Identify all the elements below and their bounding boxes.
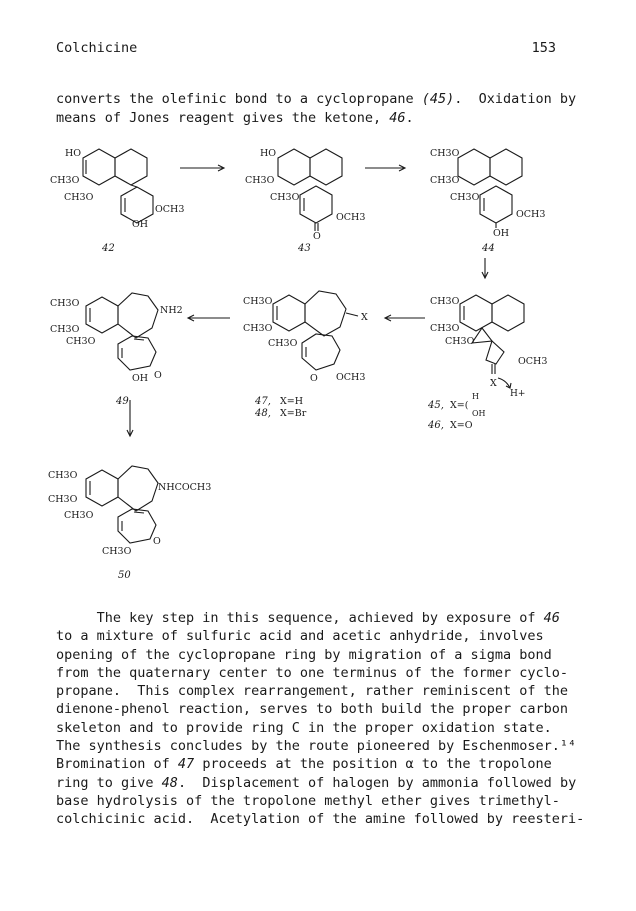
caption-47: 47, <box>255 396 271 407</box>
label-ch3o: CH3O <box>430 296 460 307</box>
label-och3: OCH3 <box>516 209 546 220</box>
label-o: O <box>310 373 318 384</box>
para-line: The synthesis concludes by the route pioneered by Eschenmoser.¹⁴ <box>56 738 577 755</box>
para-line: colchicinic acid. Acetylation of the amine followed by reesteri- <box>56 811 585 828</box>
para-line: from the quaternary center to one terminus of the former cyclo- <box>56 664 569 681</box>
structure-50 <box>86 466 158 543</box>
label-ch3o: CH3O <box>270 192 300 203</box>
label-ch3o: CH3O <box>48 494 78 505</box>
label-ch3o: CH3O <box>64 192 94 203</box>
para-line: proceeds at the position α to the tropolone <box>194 756 552 773</box>
caption-45: 45, <box>428 400 444 411</box>
label-ch3o: CH3O <box>268 338 298 349</box>
substituent-47: X=H <box>280 396 304 407</box>
structure-44 <box>458 149 522 228</box>
structure-47-48 <box>273 291 358 370</box>
compound-ref-45: (45) <box>421 91 455 107</box>
label-ch3o: CH3O <box>50 175 80 186</box>
reaction-scheme <box>40 138 580 588</box>
label-nh2: NH2 <box>160 305 183 316</box>
substituent-45-oh: OH <box>472 409 486 418</box>
label-ch3o: CH3O <box>430 148 460 159</box>
compound-ref-46: 46 <box>389 109 406 126</box>
page-number: 153 <box>531 40 556 56</box>
label-x: X <box>490 378 497 389</box>
label-ho: HO <box>65 148 82 159</box>
para-line: . Displacement of halogen by ammonia followed by <box>177 774 577 791</box>
label-ch3o: CH3O <box>245 175 275 186</box>
running-head <box>56 40 556 60</box>
label-o: O <box>154 370 162 381</box>
label-o: O <box>313 231 321 242</box>
para-line: The key step in this sequence, achieved by exposure of <box>56 610 544 626</box>
label-nhcoch3: NHCOCH3 <box>158 482 212 493</box>
substituent-45: X=( <box>450 400 469 411</box>
label-och3: OCH3 <box>518 356 548 367</box>
structure-43 <box>278 149 342 231</box>
para-line: opening of the cyclopropane ring by migration of a sigma bond <box>56 646 552 663</box>
structure-45-46 <box>460 295 524 374</box>
aromatic-ring <box>83 149 115 185</box>
label-o: O <box>153 536 161 547</box>
caption-42: 42 <box>102 243 115 254</box>
main-paragraph <box>56 609 596 829</box>
para-line: propane. This complex rearrangement, rather reminiscent of the <box>56 683 569 700</box>
label-ch3o: CH3O <box>243 296 273 307</box>
label-ch3o: CH3O <box>430 323 460 334</box>
caption-48: 48, <box>255 408 271 419</box>
label-och3: OCH3 <box>336 212 366 223</box>
substituent-48: X=Br <box>280 408 307 419</box>
intro-paragraph <box>56 90 576 127</box>
para-line: to a mixture of sulfuric acid and acetic anhydride, involves <box>56 628 544 645</box>
para-line: skeleton and to provide ring C in the proper oxidation state. <box>56 719 552 736</box>
label-ch3o: CH3O <box>450 192 480 203</box>
structure-42 <box>83 149 153 223</box>
para-line: ring to give <box>56 774 162 791</box>
substituent-46: X=O <box>450 420 473 431</box>
label-oh: OH <box>132 219 149 230</box>
label-ch3o: CH3O <box>64 510 94 521</box>
label-och3: OCH3 <box>336 372 366 383</box>
label-ch3o: CH3O <box>66 336 96 347</box>
label-oh: OH <box>132 373 149 384</box>
label-oh: OH <box>493 228 510 239</box>
label-ch3o: CH3O <box>102 546 132 557</box>
substituent-45-h: H <box>472 392 479 401</box>
label-h-plus: H+ <box>510 389 526 399</box>
para-line: base hydrolysis of the tropolone methyl ether gives trimethyl- <box>56 792 560 809</box>
label-ch3o: CH3O <box>50 324 80 335</box>
label-ch3o: CH3O <box>50 298 80 309</box>
label-och3: OCH3 <box>155 204 185 215</box>
label-ch3o: CH3O <box>243 323 273 334</box>
intro-line2-b: . <box>405 109 414 126</box>
intro-line1-a: converts the olefinic bond to a cyclopropane <box>56 91 422 107</box>
aryl-ring <box>121 187 153 223</box>
running-title: Colchicine <box>56 40 138 56</box>
caption-43: 43 <box>298 243 311 254</box>
label-x: X <box>361 312 368 323</box>
structure-49 <box>86 293 158 370</box>
label-ch3o: CH3O <box>445 336 475 347</box>
para-line: dienone-phenol reaction, serves to both build the proper carbon <box>56 701 569 718</box>
label-ch3o: CH3O <box>430 175 460 186</box>
intro-line1-b: . Oxidation by <box>454 91 577 107</box>
caption-46: 46, <box>428 420 444 431</box>
caption-49: 49 <box>116 396 129 407</box>
para-line: Bromination of <box>56 756 178 773</box>
label-ch3o: CH3O <box>48 470 78 481</box>
compound-ref: 46 <box>543 610 560 626</box>
ring-b <box>115 149 147 185</box>
intro-line2-a: means of Jones reagent gives the ketone, <box>56 109 390 126</box>
compound-ref: 48 <box>161 774 178 791</box>
caption-50: 50 <box>118 570 131 581</box>
label-ho: HO <box>260 148 277 159</box>
caption-44: 44 <box>482 243 495 254</box>
compound-ref: 47 <box>177 756 195 773</box>
